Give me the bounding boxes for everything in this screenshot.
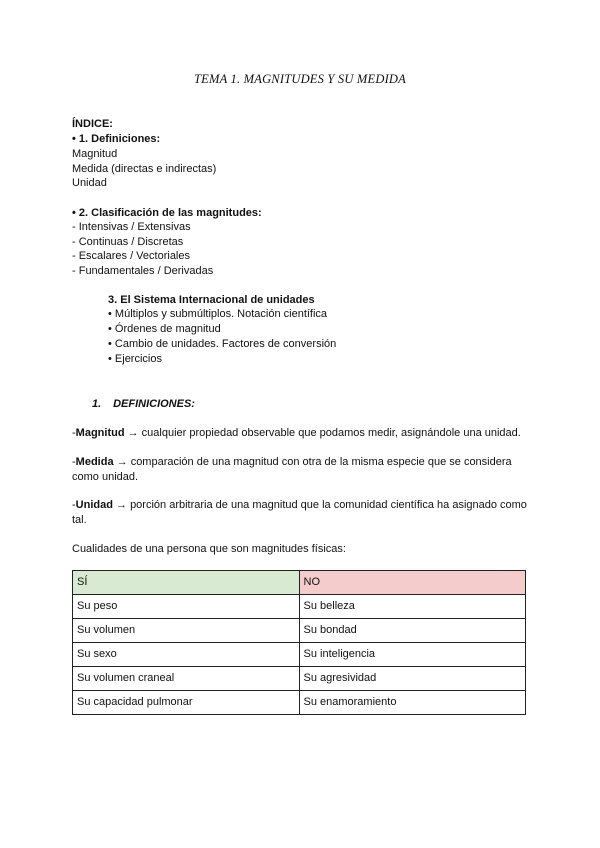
index-section3-item: • Cambio de unidades. Factores de conversión — [108, 338, 337, 350]
index-section3-item: • Órdenes de magnitud — [108, 323, 221, 335]
table-cell: Su peso — [73, 595, 300, 619]
definition-prefix: - — [72, 427, 76, 439]
table-cell: Su capacidad pulmonar — [73, 691, 300, 715]
definitions-number: 1. — [92, 398, 102, 410]
table-row — [73, 667, 526, 691]
definitions-title: DEFINICIONES: — [113, 398, 195, 410]
index-section1-heading: • 1. Definiciones: — [72, 133, 161, 145]
definition-text: → cualquier propiedad observable que podamos medir, asignándole una unidad. — [124, 427, 521, 439]
table-cell: Su agresividad — [299, 667, 526, 691]
index-section2-heading: • 2. Clasificación de las magnitudes: — [72, 207, 262, 219]
table-row — [73, 691, 526, 715]
table-row — [73, 619, 526, 643]
definition-term: Magnitud — [75, 427, 125, 439]
index-section3-item: • Ejercicios — [108, 353, 162, 365]
table-intro: Cualidades de una persona que son magnitudes físicas: — [72, 543, 346, 555]
table-cell: Su inteligencia — [299, 643, 526, 667]
definition-unidad — [72, 498, 532, 527]
definition-prefix: - — [72, 456, 76, 468]
definition-term: Unidad — [75, 499, 113, 511]
index-section1-item: Unidad — [72, 177, 107, 189]
definitions-heading — [92, 397, 195, 412]
table-cell: Su volumen craneal — [73, 667, 300, 691]
index-section1-item: Medida (directas e indirectas) — [72, 163, 217, 175]
index-section2-item: - Intensivas / Extensivas — [72, 221, 191, 233]
magnitudes-table — [72, 570, 526, 715]
index-section2-item: - Fundamentales / Derivadas — [72, 265, 214, 277]
definition-medida — [72, 455, 532, 484]
definition-magnitud — [72, 426, 532, 441]
index-section2-item: - Escalares / Vectoriales — [72, 250, 190, 262]
index-section3-item: • Múltiplos y submúltiplos. Notación científica — [108, 308, 328, 320]
table-row — [73, 643, 526, 667]
table-cell: Su bondad — [299, 619, 526, 643]
table-cell: Su belleza — [299, 595, 526, 619]
table-cell: Su volumen — [73, 619, 300, 643]
index-section1-item: Magnitud — [72, 148, 118, 160]
table-header-no: NO — [299, 571, 526, 595]
table-header-yes: SÍ — [73, 571, 300, 595]
definition-text: → porción arbitraria de una magnitud que la comunidad científica ha asignado como tal. — [72, 499, 527, 526]
table-header-row — [73, 571, 526, 595]
index-heading: ÍNDICE: — [72, 118, 113, 130]
index-section2-item: - Continuas / Discretas — [72, 236, 184, 248]
definition-term: Medida — [75, 456, 114, 468]
table-cell: Su enamoramiento — [299, 691, 526, 715]
definition-prefix: - — [72, 499, 76, 511]
table-row — [73, 595, 526, 619]
index-section3-heading: 3. El Sistema Internacional de unidades — [108, 294, 315, 306]
definition-text: → comparación de una magnitud con otra de la misma especie que se considera como unidad. — [72, 456, 512, 483]
table-cell: Su sexo — [73, 643, 300, 667]
page-title: TEMA 1. MAGNITUDES Y SU MEDIDA — [193, 72, 406, 86]
